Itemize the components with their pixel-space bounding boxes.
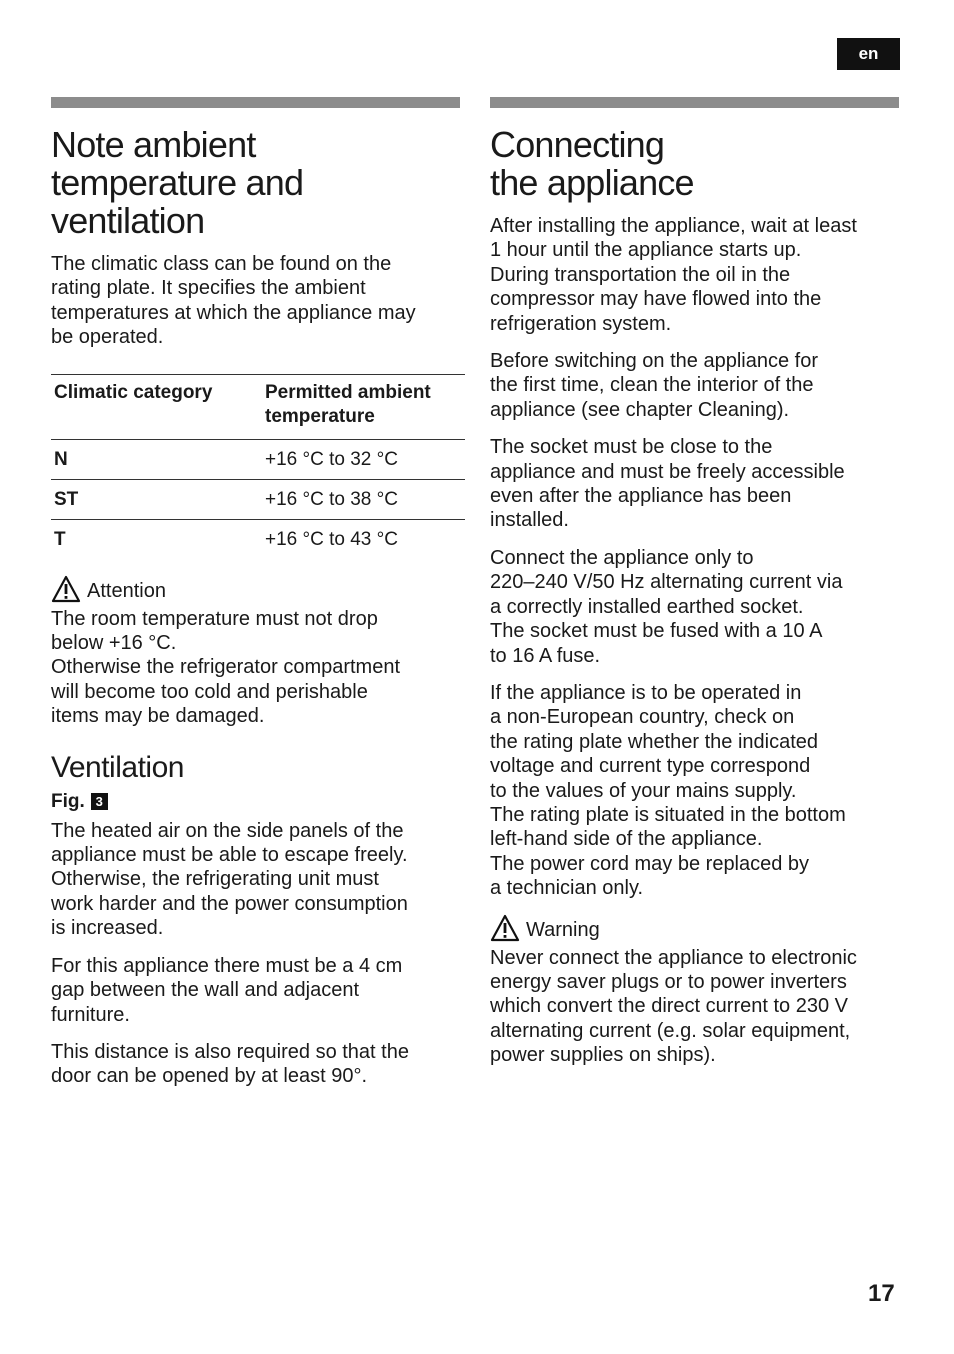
figure-reference — [51, 791, 465, 813]
climate-category: N — [51, 440, 250, 480]
attention-notice — [51, 575, 465, 603]
column-header-temperature: Permitted ambient temperature — [250, 374, 465, 440]
connecting-paragraph: The socket must be close to the appliance and must be freely accessible even after the appliance has been installed. — [490, 436, 845, 532]
page-number: 17 — [868, 1280, 895, 1307]
attention-label: Attention — [87, 579, 166, 602]
ventilation-paragraph: This distance is also required so that the door can be opened by at least 90°. — [51, 1040, 409, 1088]
connecting-paragraph: Before switching on the appliance for the first time, clean the interior of the appliance (see chapter Cleaning). — [490, 350, 818, 421]
table-row — [51, 440, 465, 480]
connecting-paragraph: If the appliance is to be operated in a non-European country, check on the rating plate whether the indicated voltage and current type correspond to the values of your mains supply. The rating plate is situated in the bottom left-hand side of the appliance. The power cord may be replaced by a technician only. — [490, 681, 846, 900]
warning-triangle-icon — [51, 575, 81, 603]
table-row — [51, 520, 465, 559]
section-rule — [490, 97, 899, 108]
warning-notice — [490, 914, 910, 942]
left-column — [51, 97, 465, 1102]
climate-category: ST — [51, 480, 250, 520]
connecting-paragraph: After installing the appliance, wait at least 1 hour until the appliance starts up. During transportation the oil in the compressor may have flowed into the refrigeration system. — [490, 215, 857, 335]
figure-number: 3 — [91, 793, 108, 810]
column-header-category: Climatic category — [51, 374, 250, 440]
climate-category: T — [54, 528, 66, 550]
attention-text: The room temperature must not drop below +16 °C. Otherwise the refrigerator compartment will become too cold and perishable items may be damaged. — [51, 607, 401, 728]
section-title: Connecting the appliance — [490, 124, 694, 203]
right-column — [490, 97, 910, 1081]
temperature-range: +16 °C to 32 °C — [250, 440, 465, 480]
connecting-paragraph: Connect the appliance only to 220–240 V/50 Hz alternating current via a correctly installed earthed socket. The socket must be fused with a 10 A to 16 A fuse. — [490, 546, 843, 667]
section-title: Note ambient temperature and ventilation — [51, 124, 304, 241]
climate-table-header — [51, 374, 465, 440]
intro-paragraph: The climatic class can be found on the rating plate. It specifies the ambient temperatures at which the appliance may be operated. — [51, 253, 416, 349]
temperature-range: +16 °C to 38 °C — [250, 480, 465, 520]
figure-label: Fig. — [51, 790, 85, 812]
warning-triangle-icon — [490, 914, 520, 942]
ventilation-paragraph: For this appliance there must be a 4 cm gap between the wall and adjacent furniture. — [51, 954, 403, 1026]
warning-label: Warning — [526, 918, 600, 941]
climate-table — [51, 374, 465, 559]
language-badge: en — [837, 38, 900, 70]
temperature-range: +16 °C to 43 °C — [265, 528, 398, 550]
ventilation-paragraph: The heated air on the side panels of the appliance must be able to escape freely. Otherwise, the refrigerating unit must work harder and the power consumption is increased. — [51, 819, 408, 940]
ventilation-heading: Ventilation — [51, 750, 184, 784]
warning-text: Never connect the appliance to electronic energy saver plugs or to power inverters which convert the direct current to 230 V alternating current (e.g. solar equipment, power supplies on ships). — [490, 946, 857, 1067]
section-rule — [51, 97, 460, 108]
table-row — [51, 480, 465, 520]
